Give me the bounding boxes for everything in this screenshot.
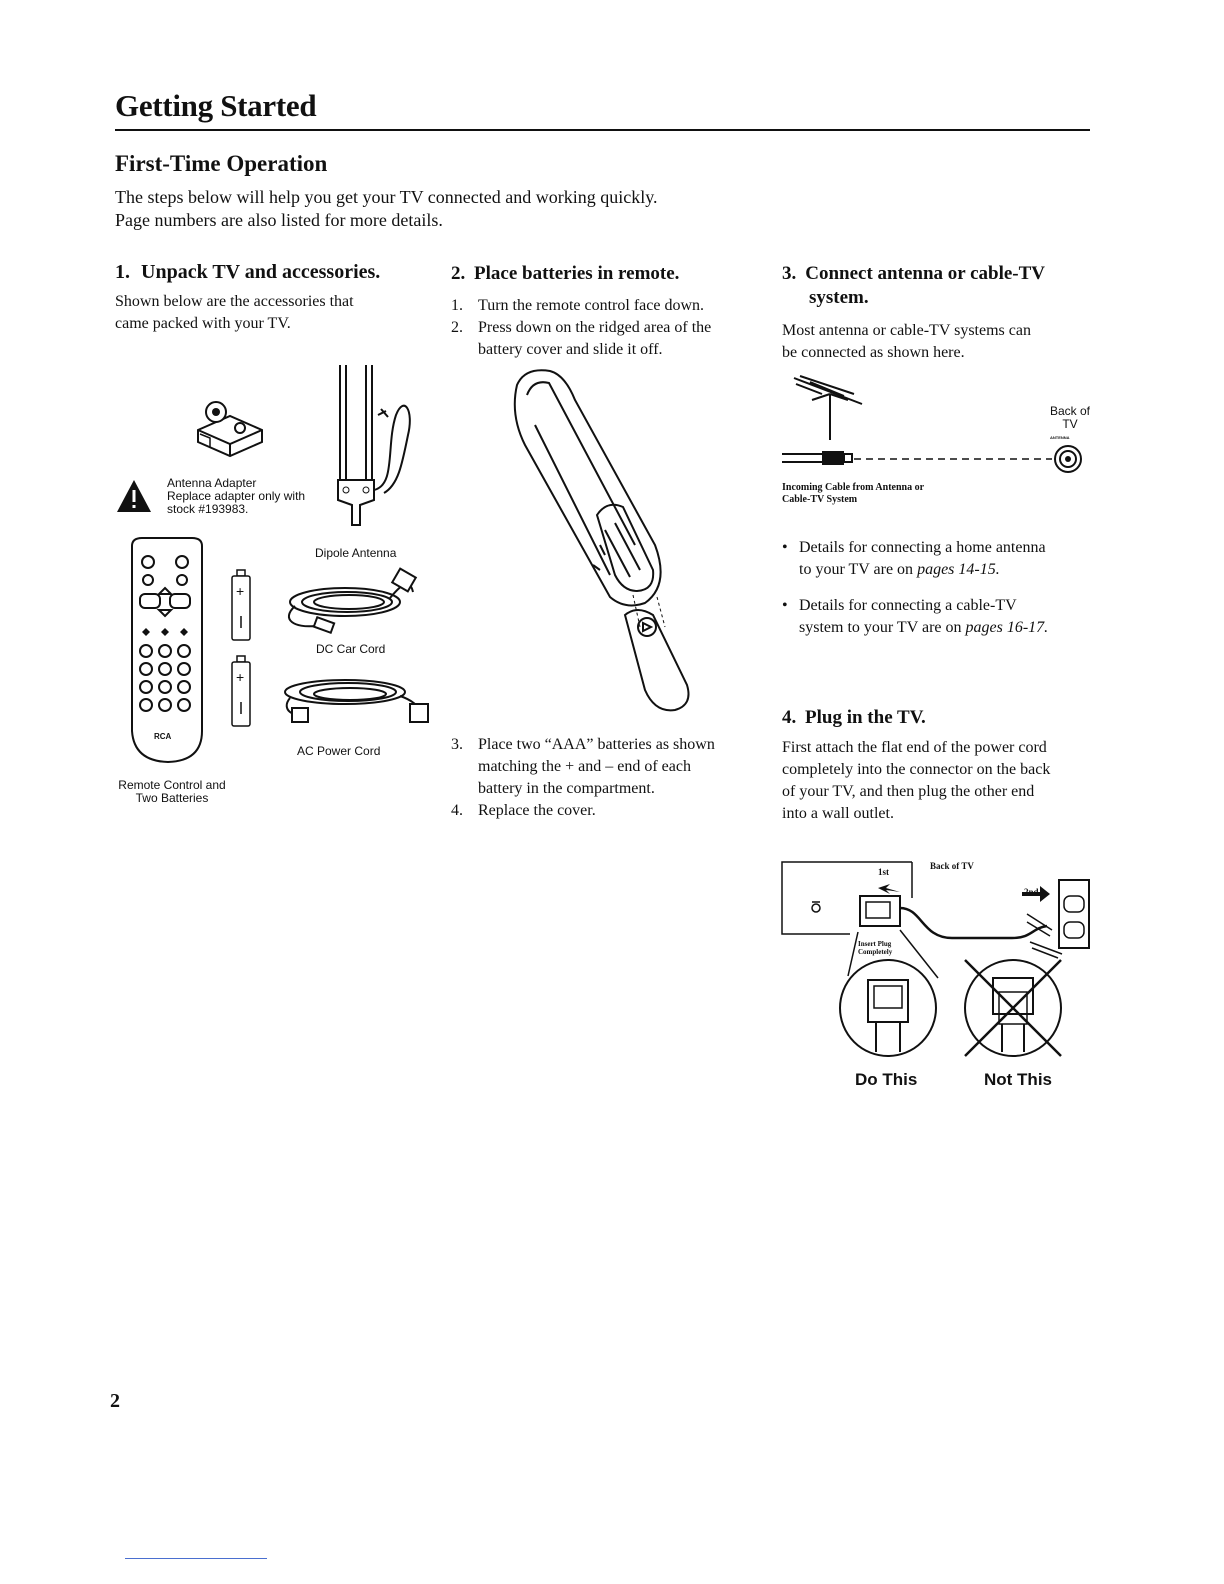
text-line: Shown below are the accessories that <box>115 293 354 310</box>
page-reference: pages 16-17. <box>965 619 1049 636</box>
first-step-label: 1st <box>878 867 889 877</box>
text-line: came packed with your TV. <box>115 315 291 332</box>
caption-line: Two Batteries <box>135 791 209 805</box>
antenna-adapter-caption <box>167 477 305 516</box>
caption-line: Incoming Cable from Antenna or <box>782 482 925 493</box>
footer-rule <box>125 1558 267 1559</box>
text-line: into a wall outlet. <box>782 805 894 822</box>
antenna-adapter-illustration <box>190 398 270 458</box>
step-title: Connect antenna or cable-TV <box>805 263 1046 284</box>
list-item <box>451 317 761 361</box>
text-line: completely into the connector on the back <box>782 761 1051 778</box>
not-this-label: Not This <box>984 1070 1052 1089</box>
step4-text <box>782 737 1050 825</box>
bullet-line: Details for connecting a home antenna <box>799 539 1046 556</box>
label-line: Completely <box>858 948 893 956</box>
section-subtitle: First-Time Operation <box>115 151 328 176</box>
svg-text:+: + <box>236 669 245 685</box>
item-line: Replace the cover. <box>478 802 596 819</box>
label-line: TV <box>1062 417 1078 431</box>
dipole-antenna-illustration <box>326 365 416 540</box>
back-of-tv-label: Back of TV <box>930 861 974 871</box>
item-number: 3. <box>451 736 463 753</box>
step3-bullets <box>782 537 1102 653</box>
bullet-line <box>799 617 1102 639</box>
text-line: First attach the flat end of the power cord <box>782 739 1047 756</box>
bullet-item: • Details for connecting a cable-TV system to your TV are on pages 16-17. <box>782 595 1102 639</box>
bullet-line <box>799 559 1102 581</box>
item-line: battery cover and slide it off. <box>478 341 663 358</box>
item-number: 1. <box>451 297 463 314</box>
step2-list-a <box>451 295 761 361</box>
dipole-antenna-caption: Dipole Antenna <box>315 546 397 560</box>
label-line: Back of <box>1049 404 1091 418</box>
item-line: matching the + and – end of each <box>478 758 691 775</box>
item-line: Press down on the ridged area of the <box>478 319 712 336</box>
label-line: Insert Plug <box>858 940 892 948</box>
page-number: 2 <box>110 1390 120 1412</box>
list-item <box>451 295 761 317</box>
batteries-illustration <box>228 570 258 730</box>
step-number: 3. <box>782 263 797 284</box>
ac-power-cord-illustration <box>270 670 435 735</box>
back-of-tv-label <box>1045 405 1095 431</box>
second-step-label: 2nd <box>1024 887 1039 897</box>
battery-cover-illustration <box>505 365 705 715</box>
text-line: of your TV, and then plug the other end <box>782 783 1035 800</box>
ac-power-cord-caption: AC Power Cord <box>297 744 381 758</box>
remote-brand: RCA <box>154 732 172 741</box>
step1-heading <box>115 260 380 284</box>
step-number: 1. <box>115 261 130 283</box>
bullet-text: system to your TV are on <box>799 619 966 636</box>
item-line: battery in the compartment. <box>478 780 655 797</box>
power-plug-diagram <box>782 858 1092 1063</box>
caption-line: Cable-TV System <box>782 494 858 505</box>
caption-line: Antenna Adapter <box>167 476 257 490</box>
remote-caption <box>112 779 232 805</box>
remote-control-illustration <box>128 536 208 766</box>
bullet-item: • Details for connecting a home antenna to your TV are on pages 14-15. <box>782 537 1102 581</box>
list-item <box>451 734 761 800</box>
incoming-cable-caption <box>782 482 924 506</box>
step3-text <box>782 320 1031 364</box>
bullet-text: to your TV are on <box>799 561 918 578</box>
insert-plug-label <box>858 940 892 956</box>
step-title-cont: system. <box>809 287 869 308</box>
dc-car-cord-illustration <box>275 570 425 640</box>
intro-line: Page numbers are also listed for more details. <box>115 210 443 230</box>
item-number: 2. <box>451 319 463 336</box>
item-line: Place two “AAA” batteries as shown <box>478 736 715 753</box>
do-this-label: Do This <box>855 1070 918 1089</box>
bullet-line: Details for connecting a cable-TV <box>799 597 1017 614</box>
text-line: Most antenna or cable-TV systems can <box>782 322 1031 339</box>
step-title: Plug in the TV. <box>805 707 926 728</box>
intro-text <box>115 186 815 232</box>
step4-heading <box>782 706 926 730</box>
page-reference: pages 14-15. <box>917 561 1000 578</box>
caption-line: Replace adapter only with <box>167 489 306 503</box>
title-rule <box>115 129 1090 131</box>
warning-icon <box>115 478 153 514</box>
step2-heading <box>451 262 679 286</box>
step-number: 4. <box>782 707 797 728</box>
antenna-input-label: ANTENNA <box>1050 435 1070 440</box>
caption-line: stock #193983. <box>167 502 249 516</box>
svg-text:+: + <box>236 583 245 599</box>
step-number: 2. <box>451 263 466 284</box>
step1-text <box>115 291 354 335</box>
step3-heading <box>782 262 1045 310</box>
step-title: Place batteries in remote. <box>474 263 680 284</box>
item-line: Turn the remote control face down. <box>478 297 705 314</box>
intro-line: The steps below will help you get your TV connected and working quickly. <box>115 187 658 207</box>
step-title: Unpack TV and accessories. <box>141 261 381 283</box>
caption-line: Remote Control and <box>118 778 226 792</box>
text-line: be connected as shown here. <box>782 344 965 361</box>
item-number: 4. <box>451 802 463 819</box>
step2-list-b <box>451 734 761 822</box>
page-title: Getting Started <box>115 88 317 123</box>
list-item <box>451 800 761 822</box>
dc-car-cord-caption: DC Car Cord <box>316 642 386 656</box>
